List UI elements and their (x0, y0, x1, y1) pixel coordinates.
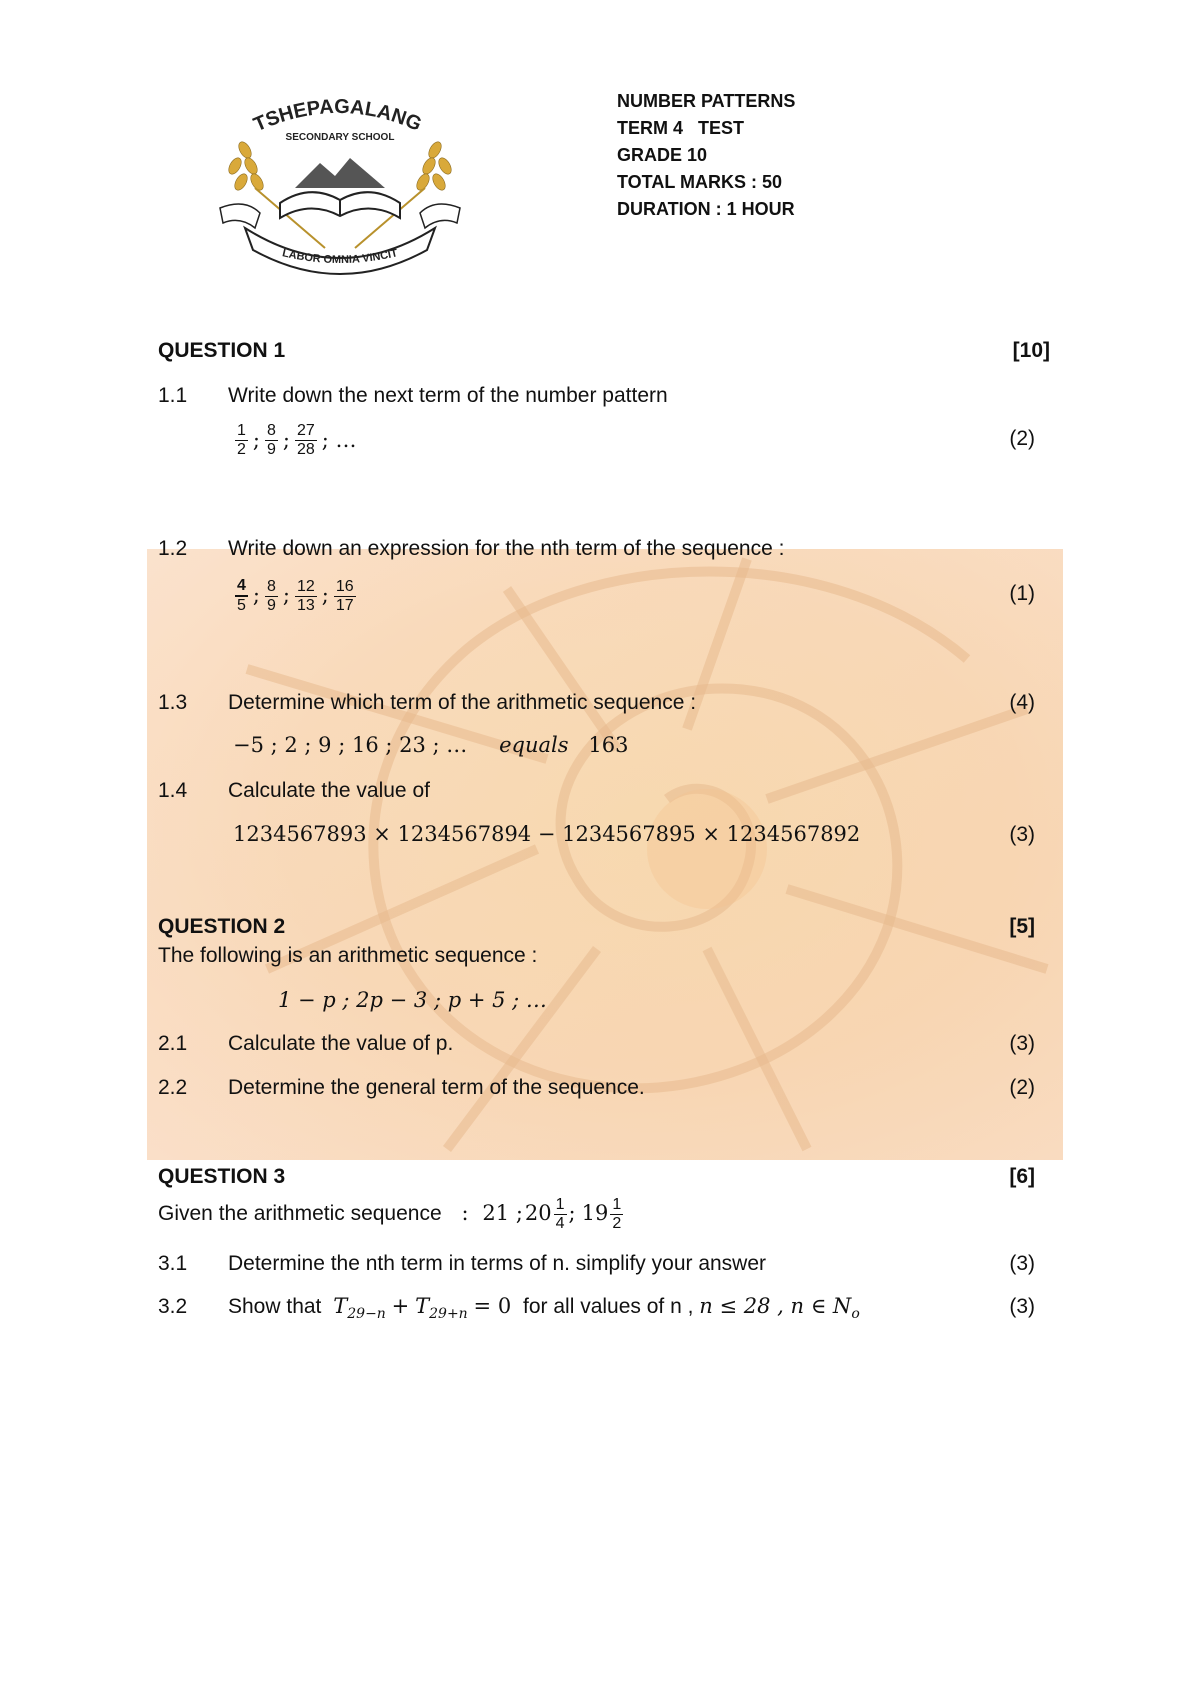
q1-2-text: Write down an expression for the nth term of the sequence : (228, 537, 785, 560)
svg-text:TSHEPAGALANG: TSHEPAGALANG (250, 95, 425, 137)
fraction: $\frac{16}{17}$ (335, 577, 354, 614)
fraction: $\frac{1}{2}$ (237, 422, 246, 458)
header-term: TERM 4 TEST (617, 118, 745, 138)
question-2-sequence: 1 − p ; 2p − 3 ; p + 5 ; … (278, 988, 547, 1012)
q1-3-sequence: −5 ; 2 ; 9 ; 16 ; 23 ; … equals 163 (233, 733, 629, 757)
q1-2-sequence: $\frac{4}{5}$ ; $\frac{8}{9}$ ; $\frac{12}{13}$ ; $\frac{16}{17}$ (237, 577, 354, 614)
q2-2-text: Determine the general term of the sequence. (228, 1076, 645, 1099)
q2-1-number: 2.1 (158, 1032, 188, 1055)
q1-3-number: 1.3 (158, 691, 188, 714)
q2-2-number: 2.2 (158, 1076, 188, 1099)
question-3-intro: Given the arithmetic sequence : 21 ;20 $\frac{1}{4}$ ; 19 $\frac{1}{2}$ (158, 1196, 622, 1232)
question-3-title: QUESTION 3 (158, 1165, 286, 1188)
school-logo (215, 88, 465, 278)
q1-2-marks: (1) (1009, 582, 1035, 605)
q1-3-text: Determine which term of the arithmetic sequence : (228, 691, 697, 714)
question-2-title: QUESTION 2 (158, 915, 286, 938)
q1-2-number: 1.2 (158, 537, 188, 560)
fraction: $\frac{1}{4}$ (555, 1196, 565, 1232)
question-2-intro: The following is an arithmetic sequence : (158, 944, 538, 967)
question-1-total: [10] (1012, 339, 1050, 362)
q3-2-text: Show that $T_{29-n} + T_{29+n} = 0$ for all values of n , n ≤ 28 , n ∈ $N_o$ (228, 1294, 860, 1323)
q2-2-marks: (2) (1009, 1076, 1035, 1099)
fraction: $\frac{8}{9}$ (266, 422, 276, 458)
header-total-marks: TOTAL MARKS : 50 (617, 172, 783, 192)
q3-1-number: 3.1 (158, 1252, 188, 1275)
q3-2-marks: (3) (1009, 1295, 1035, 1318)
q1-4-number: 1.4 (158, 779, 188, 802)
q1-1-text: Write down the next term of the number pattern (228, 384, 668, 407)
header-grade: GRADE 10 (617, 145, 708, 165)
q3-1-marks: (3) (1009, 1252, 1035, 1275)
nautilus-background-image (147, 549, 1063, 1160)
q1-1-marks: (2) (1009, 427, 1035, 450)
svg-text:LABOR OMNIA VINCIT: LABOR OMNIA VINCIT (281, 247, 399, 267)
q3-1-text: Determine the nth term in terms of n. simplify your answer (228, 1252, 767, 1275)
header-title: NUMBER PATTERNS (617, 91, 796, 111)
q1-4-marks: (3) (1009, 823, 1035, 846)
q1-1-sequence: $\frac{1}{2}$ ; $\frac{8}{9}$ ; $\frac{27}{28}$ ; … (237, 422, 357, 458)
fraction: $\frac{27}{28}$ (296, 422, 315, 458)
fraction: $\frac{12}{13}$ (296, 577, 315, 614)
q1-1-number: 1.1 (158, 384, 188, 407)
fraction: $\frac{4}{5}$ (237, 577, 246, 614)
q2-1-marks: (3) (1009, 1032, 1035, 1055)
question-2-total: [5] (1009, 915, 1035, 938)
question-3-total: [6] (1009, 1165, 1035, 1188)
header-duration: DURATION : 1 HOUR (617, 199, 795, 219)
question-1-title: QUESTION 1 (158, 339, 286, 362)
q1-4-expression: 1234567893 × 1234567894 − 1234567895 × 1234567892 (233, 822, 861, 846)
q1-4-text: Calculate the value of (228, 779, 430, 802)
fraction: $\frac{1}{2}$ (612, 1196, 622, 1232)
svg-text:SECONDARY SCHOOL: SECONDARY SCHOOL (285, 132, 395, 143)
q3-2-number: 3.2 (158, 1295, 188, 1318)
q1-3-marks: (4) (1009, 691, 1035, 714)
q2-1-text: Calculate the value of p. (228, 1032, 454, 1055)
fraction: $\frac{8}{9}$ (266, 577, 276, 614)
